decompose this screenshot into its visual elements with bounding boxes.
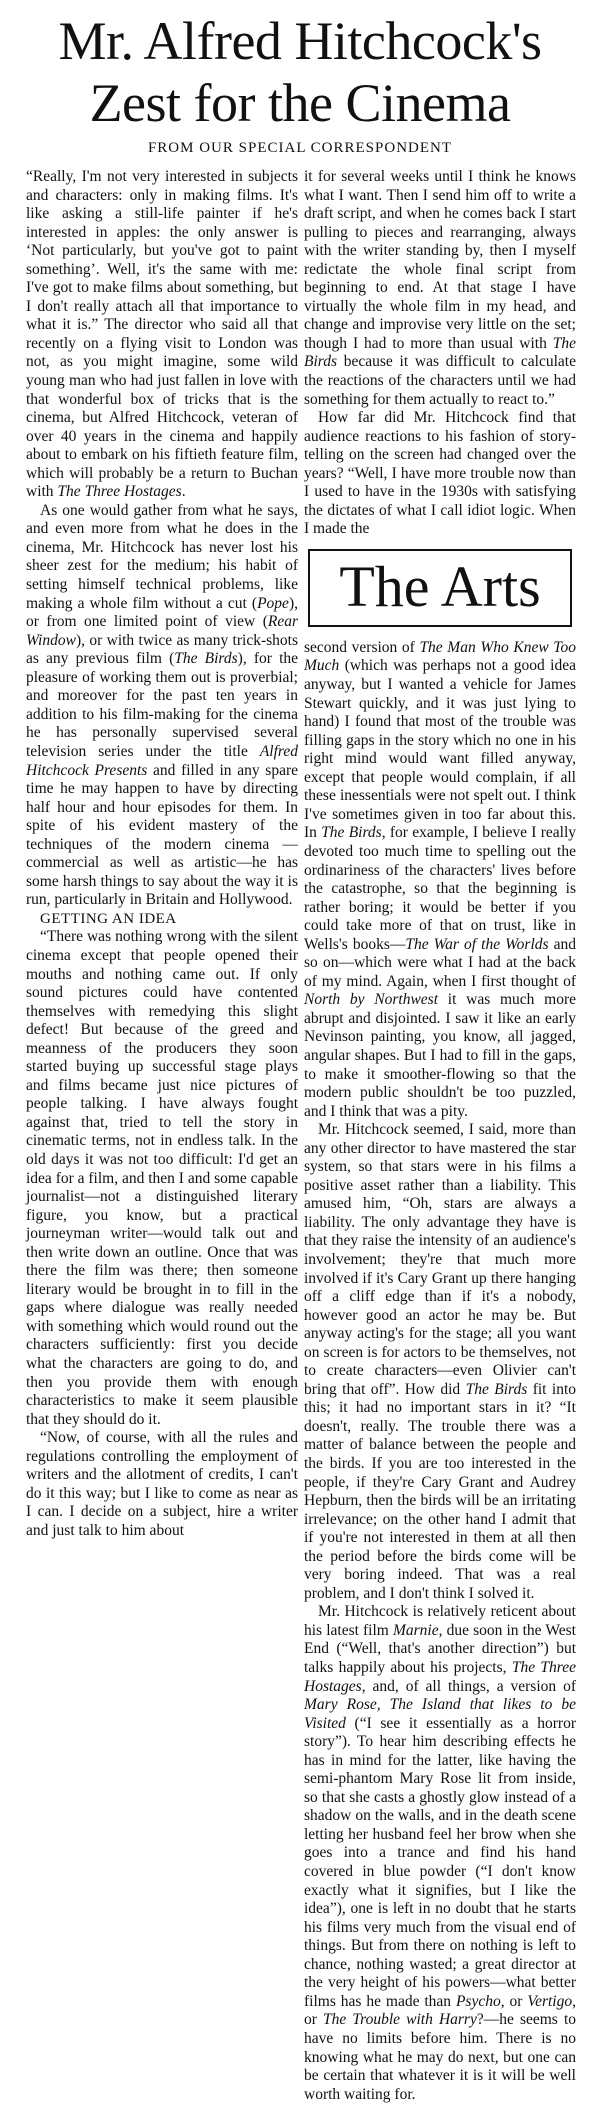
paragraph: second version of The Man Who Knew Too Much (which was perhaps not a good idea anyway, but I wanted a vehicle for James Stewart quickly, and it was just lying to hand) I found that most of the trouble was filling gaps in the story which no one in his right mind would want filled anyway, except that people would complain, if all these inessentials were not spelt out. I think I've sometimes given in too far about this. In The Birds, for example, I believe I really devoted too much time to spelling out the ordinariness of the characters' lives before the catastrophe, so that the beginning is rather boring; it would be better if you could take more of that on trust, like in Wells's books—The War of the Worlds and so on—which were what I had at the back of my mind. Again, when I first thought of North by Northwest it was much more abrupt and disjointed. I saw it like an early Nevinson painting, you know, all jagged, angular shapes. But I had to fill in the gaps, to make it smoother-flowing so that the modern public shouldn't be too puzzled, and I think that was a pity. (304, 638, 577, 1120)
subheading: GETTING AN IDEA (40, 910, 177, 927)
paragraph: “Really, I'm not very interested in subjects and characters: only in making films. It's like asking a still-life painter if he's interested in apples: the only answer is ‘Not particularly, but you've got to paint something’. Well, it's the same with me: I've got to make films about something, but I don't really attach all that importance to what it is.” The director who said all that recently on a flying visit to London was not, as you might imagine, some wild young man who had just fallen in love with that wonderful box of tricks that is the cinema, but Alfred Hitchcock, veteran of over 40 years in the cinema and happily about to embark on his fiftieth feature film, which will probably be a return to Buchan with The Three Hostages. (26, 168, 298, 501)
paragraph: As one would gather from what he says, and even more from what he does in the cinema, Mr. Hitchcock has never lost his sheer zest for the medium; his habit of setting himself technical problems, like making a whole film without a cut (Pope), or from one limited point of view (Rear Window), or with twice as many trick-shots as any previous film (The Birds), for the pleasure of working them out is proverbial; and moreover for the past ten years in addition to his film-making for the cinema he has personally supervised several television series under the title Alfred Hitchcock Presents and filled in any spare time he may happen to have by directing half hour and hour episodes for them. In spite of his evident mastery of the techniques of the modern cinema —commercial as well as artistic—he has some harsh things to say about the way it is run, particularly in Britain and Hollywood. (26, 501, 299, 909)
paragraph: “There was nothing wrong with the silent cinema except that people opened their mouths and nothing came out. If only sound pictures could have contented themselves with remedying this slight defect! But because of the greed and meanness of the producers they soon started buying up successful stage plays and films became just nice pictures of people talking. I have always fought against that, tried to tell the story in cinematic terms, not in endless talk. In the old days it was not too difficult: I'd get an idea for a film, and then I and some capable journalist—not a distinguished literary figure, you know, but a practical journeyman writer—would talk out and then write down an outline. Once that was there the film was there; then someone literary would be brought in to fill in the gaps where dialogue was really needed with something which would round out the characters sufficiently: first you decide what the characters are going to do, and then you provide them with enough characteristics to make it seem plausible that they should do it. (26, 928, 298, 1428)
paragraph: Mr. Hitchcock is relatively reticent about his latest film Marnie, due soon in the West End (“Well, that's another direction”) but talks happily about his projects, The Three Hostages, and, of all things, a version of Mary Rose, The Island that likes to be Visited (“I see it essentially as a horror story”). To hear him describing effects he has in mind for the latter, like having the semi-phantom Mary Rose lit from inside, so that she casts a ghostly glow instead of a shadow on the walls, and in the death scene letting her husband feel her brow when she goes into a trance and find his hand covered in blue powder (“I don't know exactly what it signifies, but I like the idea”), one is left in no doubt that he starts his films very much from the visual end of things. But from there on nothing is left to chance, nothing wasted; a great director at the very height of his powers—what better films has he made than Psycho, or Vertigo, or The Trouble with Harry?—he seems to have no limits before him. There is no knowing what he may do next, but one can be certain that whatever it is it will be well worth waiting for. (304, 1603, 577, 2103)
paragraph: it for several weeks until I think he knows what I want. Then I send him off to write a draft script, and when he comes back I start pulling to pieces and rearranging, always with the writer standing by, then I myself redictate the whole final script from beginning to end. At that stage I have virtually the whole film in my head, and change and improvise very little on the set; though I had to more than usual with The Birds because it was difficult to calculate the reactions of the characters until we had something for them actually to react to.” (304, 168, 576, 408)
paragraph: How far did Mr. Hitchcock find that audience reactions to his fashion of story-telling on the screen had changed over the years? “Well, I have more trouble now than I used to have in the 1930s with satisfying the dictates of what I call idiot logic. When I made the (304, 409, 576, 538)
article-column-right (304, 168, 576, 2104)
headline-line-2: Zest for the Cinema (89, 73, 511, 133)
headline (0, 10, 600, 134)
paragraph: Mr. Hitchcock seemed, I said, more than any other director to have mastered the star system, so that stars were in his films a positive asset rather than a liability. This amused him, “Oh, stars are always a liability. The only advantage they have is that they raise the intensity of an audience's involvement; they're that much more involved if it's Cary Grant up there hanging off a cliff edge than if it's a nobody, however good an actor he may be. But anyway acting's for the stage; all you want on screen is for actors to be themselves, not to create characters—even Olivier can't bring that off”. How did The Birds fit into this; it had no important stars in it? “It doesn't, really. The trouble there was a matter of balance between the people and the birds. If you are too interested in the people, if they're Cary Grant and Audrey Hepburn, then the birds will be an irritating irrelevance; on the other hand I admit that if you're not interested in them at all then the period before the birds come will be very boring indeed. That was a real problem, and I don't think I solved it. (304, 1121, 577, 1602)
paragraph: “Now, of course, with all the rules and regulations controlling the employment of writers and the allotment of credits, I can't do it this way; but I like to come as near as I can. I decide on a subject, hire a writer and just talk to him about (26, 1429, 298, 1539)
byline: FROM OUR SPECIAL CORRESPONDENT (147, 140, 453, 156)
article-column-left (26, 168, 298, 1540)
headline-line-1: Mr. Alfred Hitchcock's (58, 11, 542, 71)
section-box-the-arts: The Arts (308, 549, 572, 627)
